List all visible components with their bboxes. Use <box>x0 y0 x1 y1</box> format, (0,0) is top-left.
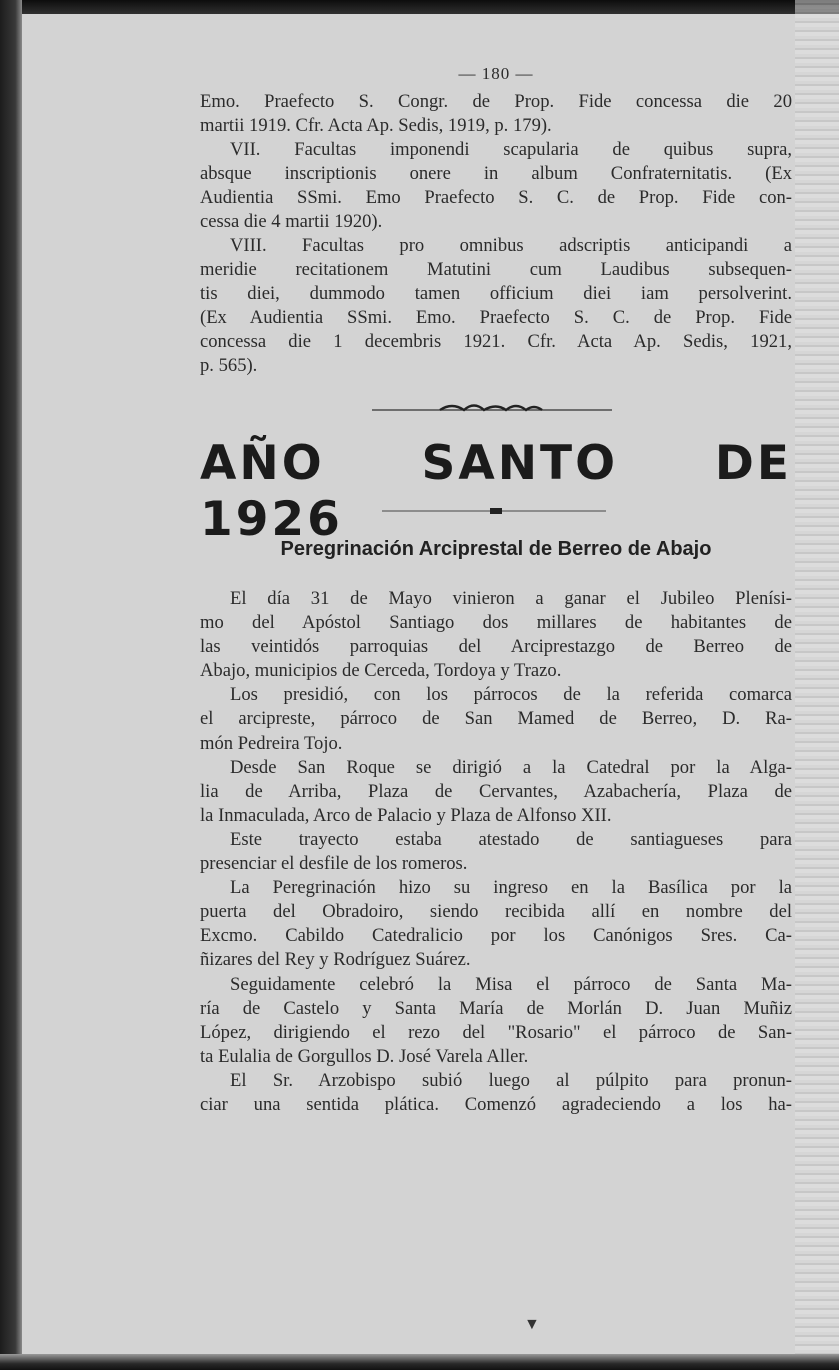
text-line: Seguidamente celebró la Misa el párroco de Santa Ma- <box>230 973 792 995</box>
text-line: la Inmaculada, Arco de Palacio y Plaza de Alfonso XII. <box>200 804 612 826</box>
text-line: (Ex Audientia SSmi. Emo. Praefecto S. C. de Prop. Fide <box>200 307 792 328</box>
text-line: meridie recitationem Matutini cum Laudibus subsequen- <box>200 259 792 280</box>
ornament-rule-top <box>372 406 612 411</box>
text-line: ciar una sentida plática. Comenzó agradeciendo a los ha- <box>200 1093 792 1115</box>
text-line: presenciar el desfile de los romeros. <box>200 853 468 875</box>
text-line: concessa die 1 decembris 1921. Cfr. Acta Ap. Sedis, 1921, <box>200 331 792 352</box>
text-line: Los presidió, con los párrocos de la referida comarca <box>230 684 792 706</box>
text-line: el arcipreste, párroco de San Mamed de Berreo, D. Ra- <box>200 708 792 730</box>
text-line: lia de Arriba, Plaza de Cervantes, Azabachería, Plaza de <box>200 780 792 802</box>
printer-mark: ▼ <box>524 1316 540 1333</box>
text-line: VIII. Facultas pro omnibus adscriptis anticipandi a <box>230 235 792 256</box>
text-line: ñizares del Rey y Rodríguez Suárez. <box>200 949 471 971</box>
text-line: tis diei, dummodo tamen officium diei iam persolverint. <box>200 283 792 304</box>
page-number: — 180 — <box>458 64 534 83</box>
text-line: VII. Facultas imponendi scapularia de quibus supra, <box>230 139 792 160</box>
text-line: López, dirigiendo el rezo del "Rosario" el párroco de San- <box>200 1021 792 1043</box>
text-line: La Peregrinación hizo su ingreso en la Basílica por la <box>230 877 792 899</box>
article-body <box>200 587 792 1117</box>
text-line: Desde San Roque se dirigió a la Catedral por la Alga- <box>230 756 792 778</box>
text-line: mo del Apóstol Santiago dos millares de habitantes de <box>200 612 792 634</box>
article-subtitle: Peregrinación Arciprestal de Berreo de Abajo <box>280 538 712 560</box>
text-line: ría de Castelo y Santa María de Morlán D. Juan Muñiz <box>200 997 792 1019</box>
text-line: Este trayecto estaba atestado de santiagueses para <box>230 828 792 850</box>
text-line: ta Eulalia de Gorgullos D. José Varela Aller. <box>200 1045 529 1067</box>
text-line: las veintidós parroquias del Arciprestazgo de Berreo de <box>200 636 792 658</box>
text-line: Excmo. Cabildo Catedralicio por los Canónigos Sres. Ca- <box>200 925 792 947</box>
text-line: Abajo, municipios de Cerceda, Tordoya y Trazo. <box>200 660 562 682</box>
text-line: p. 565). <box>200 355 258 376</box>
section-headline: AÑO SANTO DE 1926 <box>200 436 792 547</box>
text-line: El Sr. Arzobispo subió luego al púlpito para pronun- <box>230 1069 792 1091</box>
text-line: martii 1919. Cfr. Acta Ap. Sedis, 1919, p. 179). <box>200 115 552 136</box>
text-line: Audientia SSmi. Emo Praefecto S. C. de Prop. Fide con- <box>200 187 792 208</box>
text-line: absque inscriptionis onere in album Confraternitatis. (Ex <box>200 163 792 184</box>
text-line: Emo. Praefecto S. Congr. de Prop. Fide concessa die 20 <box>200 91 792 112</box>
text-line: cessa die 4 martii 1920). <box>200 211 383 232</box>
text-line: El día 31 de Mayo vinieron a ganar el Jubileo Plenísi- <box>230 588 792 609</box>
text-line: món Pedreira Tojo. <box>200 732 343 754</box>
text-line: puerta del Obradoiro, siendo recibida allí en nombre del <box>200 901 792 923</box>
